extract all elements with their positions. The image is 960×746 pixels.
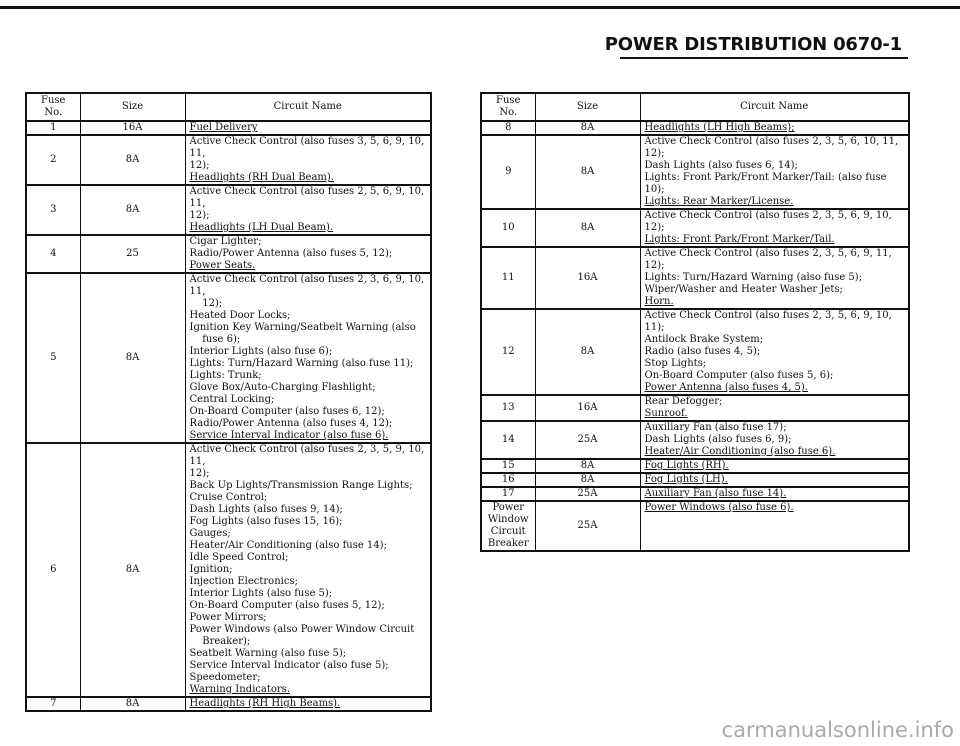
- fuse-row: [481, 135, 909, 209]
- circuit-line: Active Check Control (also fuses 2, 3, 5, 6, 9, 10, 12);: [644, 210, 896, 233]
- circuit-line: Fuel Delivery: [189, 122, 258, 133]
- fuse-size: 8A: [535, 121, 640, 135]
- circuit-line: Active Check Control (also fuses 2, 3, 6, 9, 10, 11,: [189, 274, 428, 297]
- column-header-size: Size: [535, 93, 640, 121]
- watermark: carmanualsonline.info: [721, 718, 954, 742]
- fuse-size: 25A: [535, 501, 640, 551]
- circuit-line: Interior Lights (also fuse 6);: [189, 346, 333, 357]
- fuse-size: 16A: [535, 395, 640, 421]
- circuit-line: Horn.: [644, 296, 674, 307]
- fuse-row: [481, 487, 909, 501]
- fuse-number: 3: [26, 185, 80, 235]
- circuit-line: Radio/Power Antenna (also fuses 5, 12);: [189, 248, 393, 259]
- circuit-line: Active Check Control (also fuses 3, 5, 6, 9, 10, 11,: [189, 136, 428, 159]
- circuit-line: Headlights (LH Dual Beam).: [189, 222, 334, 233]
- circuit-line: Cruise Control;: [189, 492, 268, 503]
- circuit-line: Speedometer;: [189, 672, 261, 683]
- circuit-line: Active Check Control (also fuses 2, 3, 5, 9, 10, 11,: [189, 444, 428, 467]
- fuse-size: 25: [80, 235, 185, 273]
- fuse-table-right: [480, 92, 910, 552]
- circuit-line: Headlights (RH Dual Beam).: [189, 172, 334, 183]
- circuit-line: 12);: [189, 468, 210, 479]
- circuit-name: [640, 473, 909, 487]
- fuse-size: 8A: [80, 185, 185, 235]
- fuse-size: 8A: [80, 273, 185, 443]
- circuit-line: Wiper/Washer and Heater Washer Jets;: [644, 284, 843, 295]
- circuit-line: 12);: [189, 160, 210, 171]
- circuit-line: fuse 6);: [189, 334, 241, 345]
- circuit-line: Ignition;: [189, 564, 233, 575]
- fuse-size: 16A: [535, 247, 640, 309]
- circuit-line: Fog Lights (LH).: [644, 474, 728, 485]
- circuit-line: Cigar Lighter;: [189, 236, 262, 247]
- circuit-line: Service Interval Indicator (also fuse 5);: [189, 660, 389, 671]
- circuit-line: Warning Indicators.: [189, 684, 290, 695]
- circuit-line: Active Check Control (also fuses 2, 3, 5, 6, 10, 11,: [644, 136, 899, 147]
- circuit-line: Stop Lights;: [644, 358, 707, 369]
- fuse-row: [26, 273, 431, 443]
- circuit-name: [185, 135, 431, 185]
- circuit-line: Fog Lights (RH).: [644, 460, 729, 471]
- circuit-name: [640, 121, 909, 135]
- fuse-size: 25A: [535, 487, 640, 501]
- fuse-size: 8A: [535, 309, 640, 395]
- circuit-line: Lights: Turn/Hazard Warning (also fuse 11);: [189, 358, 414, 369]
- circuit-line: 12);: [644, 148, 665, 159]
- circuit-name: [640, 501, 909, 551]
- circuit-line: Rear Defogger;: [644, 396, 723, 407]
- circuit-name: [640, 487, 909, 501]
- circuit-line: Power Windows (also fuse 6).: [644, 502, 794, 513]
- circuit-line: Power Windows (also Power Window Circuit: [189, 624, 415, 635]
- fuse-row: [26, 235, 431, 273]
- circuit-line: Lights: Rear Marker/License.: [644, 196, 794, 207]
- fuse-row: [26, 443, 431, 697]
- circuit-line: Breaker);: [189, 636, 251, 647]
- circuit-line: Headlights (RH High Beams).: [189, 698, 341, 709]
- fuse-row: [481, 421, 909, 459]
- circuit-line: Ignition Key Warning/Seatbelt Warning (also: [189, 322, 416, 333]
- circuit-line: Power Seats.: [189, 260, 256, 271]
- fuse-size: 8A: [80, 697, 185, 711]
- fuse-row: [481, 395, 909, 421]
- fuse-number: 11: [481, 247, 535, 309]
- fuse-number: 16: [481, 473, 535, 487]
- fuse-size: 8A: [535, 459, 640, 473]
- fuse-size: 8A: [535, 473, 640, 487]
- circuit-name: [640, 395, 909, 421]
- fuse-size: 8A: [80, 135, 185, 185]
- fuse-table-left: [25, 92, 432, 712]
- circuit-line: Service Interval Indicator (also fuse 6).: [189, 430, 389, 441]
- circuit-line: Glove Box/Auto-Charging Flashlight;: [189, 382, 376, 393]
- circuit-line: Lights: Turn/Hazard Warning (also fuse 5);: [644, 272, 863, 283]
- circuit-name: [185, 443, 431, 697]
- column-header-circuit: Circuit Name: [185, 93, 431, 121]
- fuse-row: [26, 185, 431, 235]
- circuit-name: [640, 135, 909, 209]
- fuse-size: 25A: [535, 421, 640, 459]
- circuit-line: 12);: [189, 298, 223, 309]
- fuse-number: 5: [26, 273, 80, 443]
- top-rule: [0, 6, 960, 9]
- circuit-line: Fog Lights (also fuses 15, 16);: [189, 516, 343, 527]
- circuit-name: [640, 247, 909, 309]
- fuse-number: 15: [481, 459, 535, 473]
- circuit-line: Active Check Control (also fuses 2, 3, 5, 6, 9, 10, 11);: [644, 310, 896, 333]
- column-header-circuit: Circuit Name: [640, 93, 909, 121]
- circuit-name: [640, 459, 909, 473]
- column-header-fuse-no: Fuse No.: [481, 93, 535, 121]
- circuit-line: Injection Electronics;: [189, 576, 298, 587]
- circuit-line: Power Mirrors;: [189, 612, 267, 623]
- fuse-number: 17: [481, 487, 535, 501]
- fuse-number: 6: [26, 443, 80, 697]
- fuse-number: 12: [481, 309, 535, 395]
- circuit-name: [640, 209, 909, 247]
- fuse-row: [26, 121, 431, 135]
- fuse-number: 4: [26, 235, 80, 273]
- column-header-size: Size: [80, 93, 185, 121]
- circuit-line: Auxiliary Fan (also fuse 14).: [644, 488, 787, 499]
- fuse-number: 7: [26, 697, 80, 711]
- circuit-name: [185, 273, 431, 443]
- circuit-line: Active Check Control (also fuses 2, 5, 6, 9, 10, 11,: [189, 186, 428, 209]
- circuit-line: Gauges;: [189, 528, 231, 539]
- circuit-line: Heater/Air Conditioning (also fuse 6).: [644, 446, 836, 457]
- fuse-number: 1: [26, 121, 80, 135]
- fuse-row: [481, 309, 909, 395]
- fuse-number: 9: [481, 135, 535, 209]
- fuse-row: [481, 121, 909, 135]
- column-header-fuse-no: Fuse No.: [26, 93, 80, 121]
- fuse-number: Power Window Circuit Breaker: [481, 501, 535, 551]
- circuit-line: Antilock Brake System;: [644, 334, 764, 345]
- circuit-line: Interior Lights (also fuse 5);: [189, 588, 333, 599]
- fuse-number: 13: [481, 395, 535, 421]
- fuse-number: 10: [481, 209, 535, 247]
- circuit-line: Lights: Trunk;: [189, 370, 262, 381]
- fuse-row: [481, 209, 909, 247]
- circuit-line: Power Antenna (also fuses 4, 5).: [644, 382, 808, 393]
- circuit-line: Heated Door Locks;: [189, 310, 291, 321]
- fuse-number: 8: [481, 121, 535, 135]
- circuit-line: On-Board Computer (also fuses 5, 6);: [644, 370, 834, 381]
- circuit-line: Central Locking;: [189, 394, 275, 405]
- fuse-row: [26, 697, 431, 711]
- circuit-name: [640, 309, 909, 395]
- circuit-line: Dash Lights (also fuses 6, 9);: [644, 434, 792, 445]
- circuit-line: Dash Lights (also fuses 9, 14);: [189, 504, 343, 515]
- page-title: POWER DISTRIBUTION 0670-1: [604, 34, 902, 55]
- header-rule: [620, 57, 908, 59]
- circuit-line: Radio/Power Antenna (also fuses 4, 12);: [189, 418, 393, 429]
- circuit-line: Heater/Air Conditioning (also fuse 14);: [189, 540, 387, 551]
- circuit-line: Lights: Front Park/Front Marker/Tail.: [644, 234, 835, 245]
- circuit-line: Auxiliary Fan (also fuse 17);: [644, 422, 787, 433]
- circuit-line: Radio (also fuses 4, 5);: [644, 346, 761, 357]
- circuit-line: Lights: Front Park/Front Marker/Tail: (also fuse: [644, 172, 887, 183]
- circuit-name: [185, 697, 431, 711]
- circuit-line: Active Check Control (also fuses 2, 3, 5, 6, 9, 11, 12);: [644, 248, 896, 271]
- circuit-line: Seatbelt Warning (also fuse 5);: [189, 648, 347, 659]
- circuit-line: 12);: [189, 210, 210, 221]
- circuit-line: On-Board Computer (also fuses 6, 12);: [189, 406, 385, 417]
- circuit-line: Back Up Lights/Transmission Range Lights;: [189, 480, 413, 491]
- fuse-row: [481, 459, 909, 473]
- fuse-row: [26, 135, 431, 185]
- fuse-row: [481, 473, 909, 487]
- circuit-line: Headlights (LH High Beams);: [644, 122, 795, 133]
- fuse-size: 16A: [80, 121, 185, 135]
- fuse-size: 8A: [535, 209, 640, 247]
- fuse-number: 14: [481, 421, 535, 459]
- circuit-line: Dash Lights (also fuses 6, 14);: [644, 160, 798, 171]
- circuit-line: Idle Speed Control;: [189, 552, 289, 563]
- fuse-row: [481, 501, 909, 551]
- circuit-name: [185, 185, 431, 235]
- fuse-size: 8A: [80, 443, 185, 697]
- circuit-name: [640, 421, 909, 459]
- fuse-size: 8A: [535, 135, 640, 209]
- circuit-line: 10);: [644, 184, 665, 195]
- circuit-line: On-Board Computer (also fuses 5, 12);: [189, 600, 385, 611]
- fuse-number: 2: [26, 135, 80, 185]
- circuit-name: [185, 121, 431, 135]
- fuse-row: [481, 247, 909, 309]
- circuit-line: Sunroof.: [644, 408, 688, 419]
- circuit-name: [185, 235, 431, 273]
